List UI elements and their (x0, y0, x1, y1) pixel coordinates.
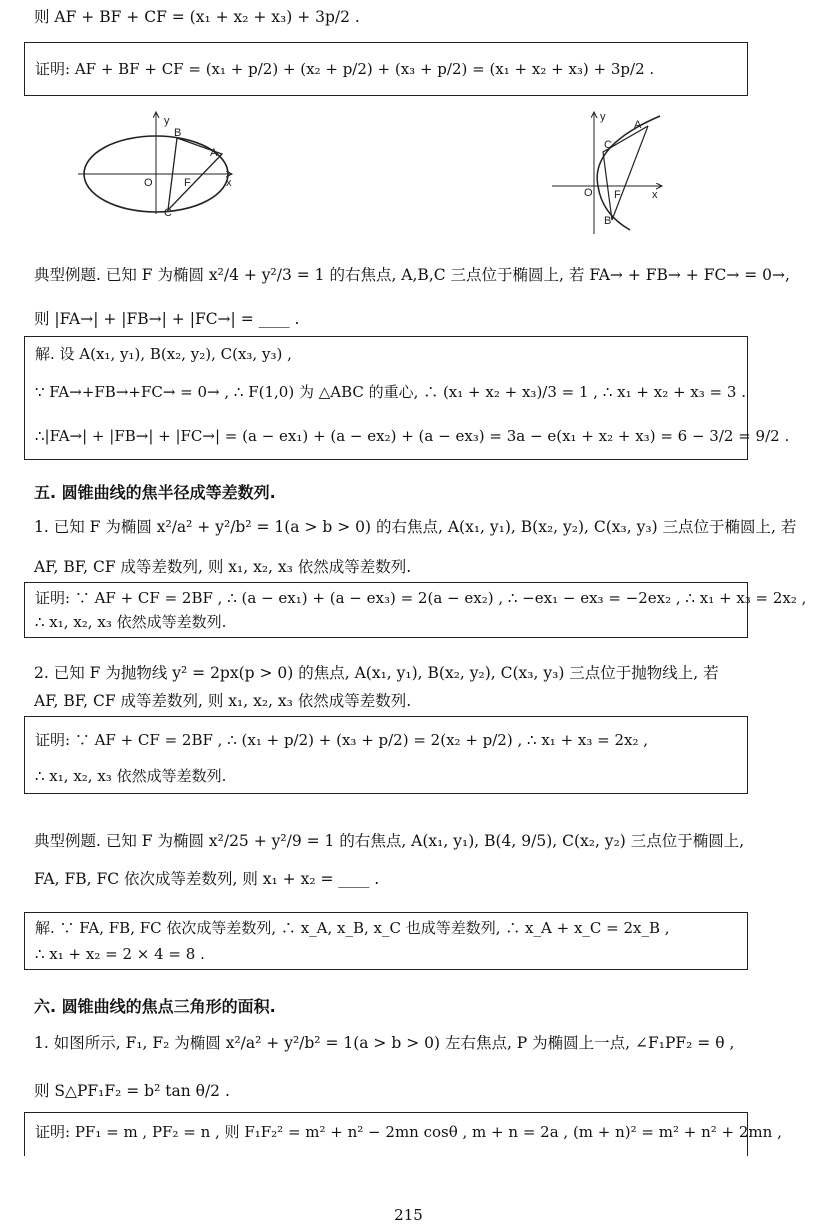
example-line: 典型例题. 已知 F 为椭圆 x²/4 + y²/3 = 1 的右焦点, A,B,C 三点位于椭圆上, 若 FA→ + FB→ + FC→ = 0→, (34, 266, 790, 284)
proof-box (24, 582, 807, 638)
proof-box (24, 42, 748, 96)
problem-line: 1. 已知 F 为椭圆 x²/a² + y²/b² = 1(a > b > 0) 的右焦点, A(x₁, y₁), B(x₂, y₂), C(x₃, y₃) 三点位于椭圆上, 若 (34, 518, 797, 536)
proof-line: 证明: ∵ AF + CF = 2BF , ∴ (x₁ + p/2) + (x₃ + p/2) = 2(x₂ + p/2) , ∴ x₁ + x₃ = 2x₂ , (35, 731, 649, 749)
point-label-c: C (604, 139, 612, 151)
solution-line: ∵ FA→+FB→+FC→ = 0→ , ∴ F(1,0) 为 △ABC 的重心, ∴ (x₁ + x₂ + x₃)/3 = 1 , ∴ x₁ + x₂ + x₃ = 3 . (35, 383, 746, 401)
proof-line: ∴ x₁, x₂, x₃ 依然成等差数列. (35, 613, 227, 631)
focus-label: F (184, 177, 191, 189)
parabola-curve (597, 116, 660, 230)
page-number: 215 (394, 1206, 423, 1224)
example-line: FA, FB, FC 依次成等差数列, 则 x₁ + x₂ = ____ . (34, 870, 380, 888)
problem-line: 2. 已知 F 为抛物线 y² = 2px(p > 0) 的焦点, A(x₁, y₁), B(x₂, y₂), C(x₃, y₃) 三点位于抛物线上, 若 (34, 664, 719, 682)
solution-box (24, 912, 748, 970)
section-heading: 五. 圆锥曲线的焦半径成等差数列. (34, 483, 276, 502)
point-label-b: B (174, 127, 182, 139)
solution-line: ∴|FA→| + |FB→| + |FC→| = (a − ex₁) + (a − ex₂) + (a − ex₃) = 3a − e(x₁ + x₂ + x₃) = 6 − 3/2 = 9/2 . (35, 427, 790, 445)
proof-line: 证明: PF₁ = m , PF₂ = n , 则 F₁F₂² = m² + n² − 2mn cosθ , m + n = 2a , (m + n)² = m² + n² + 2mn , (35, 1123, 782, 1141)
example-line: 则 |FA→| + |FB→| + |FC→| = ____ . (34, 310, 300, 328)
problem-line: AF, BF, CF 成等差数列, 则 x₁, x₂, x₃ 依然成等差数列. (34, 558, 412, 576)
solution-line: 解. ∵ FA, FB, FC 依次成等差数列, ∴ x_A, x_B, x_C 也成等差数列, ∴ x_A + x_C = 2x_B , (35, 919, 670, 937)
proof-line: ∴ x₁, x₂, x₃ 依然成等差数列. (35, 767, 227, 785)
focus-label: F (614, 189, 621, 201)
axis-label-x: x (652, 189, 658, 201)
problem-line: 则 S△PF₁F₂ = b² tan θ/2 . (34, 1082, 230, 1100)
proof-line: 证明: AF + BF + CF = (x₁ + p/2) + (x₂ + p/2) + (x₃ + p/2) = (x₁ + x₂ + x₃) + 3p/2 . (35, 60, 655, 78)
proof-box (24, 716, 748, 794)
axis-label-y: y (164, 115, 170, 127)
axis-label-y: y (600, 111, 606, 123)
problem-line: 1. 如图所示, F₁, F₂ 为椭圆 x²/a² + y²/b² = 1(a > b > 0) 左右焦点, P 为椭圆上一点, ∠F₁PF₂ = θ , (34, 1034, 735, 1052)
ellipse-figure (70, 106, 250, 216)
parabola-figure (550, 106, 680, 236)
point-label-a: A (210, 147, 218, 159)
section-heading: 六. 圆锥曲线的焦点三角形的面积. (34, 997, 276, 1016)
point-label-b: B (604, 215, 612, 227)
solution-box (24, 336, 790, 460)
solution-line: ∴ x₁ + x₂ = 2 × 4 = 8 . (35, 945, 205, 963)
proof-box (24, 1112, 782, 1156)
formula-line: 则 AF + BF + CF = (x₁ + x₂ + x₃) + 3p/2 . (34, 8, 360, 26)
point-label-c: C (164, 207, 172, 216)
problem-line: AF, BF, CF 成等差数列, 则 x₁, x₂, x₃ 依然成等差数列. (34, 692, 412, 710)
solution-line: 解. 设 A(x₁, y₁), B(x₂, y₂), C(x₃, y₃) , (35, 345, 292, 363)
origin-label: O (144, 177, 153, 189)
point-label-a: A (634, 119, 642, 131)
proof-line: 证明: ∵ AF + CF = 2BF , ∴ (a − ex₁) + (a − ex₃) = 2(a − ex₂) , ∴ −ex₁ − ex₃ = −2ex₂ , ∴ x₁ + x₃ = 2x₂ , (35, 589, 807, 607)
axis-label-x: x (226, 177, 232, 189)
example-line: 典型例题. 已知 F 为椭圆 x²/25 + y²/9 = 1 的右焦点, A(x₁, y₁), B(4, 9/5), C(x₂, y₂) 三点位于椭圆上, (34, 832, 745, 850)
origin-label: O (584, 187, 593, 199)
